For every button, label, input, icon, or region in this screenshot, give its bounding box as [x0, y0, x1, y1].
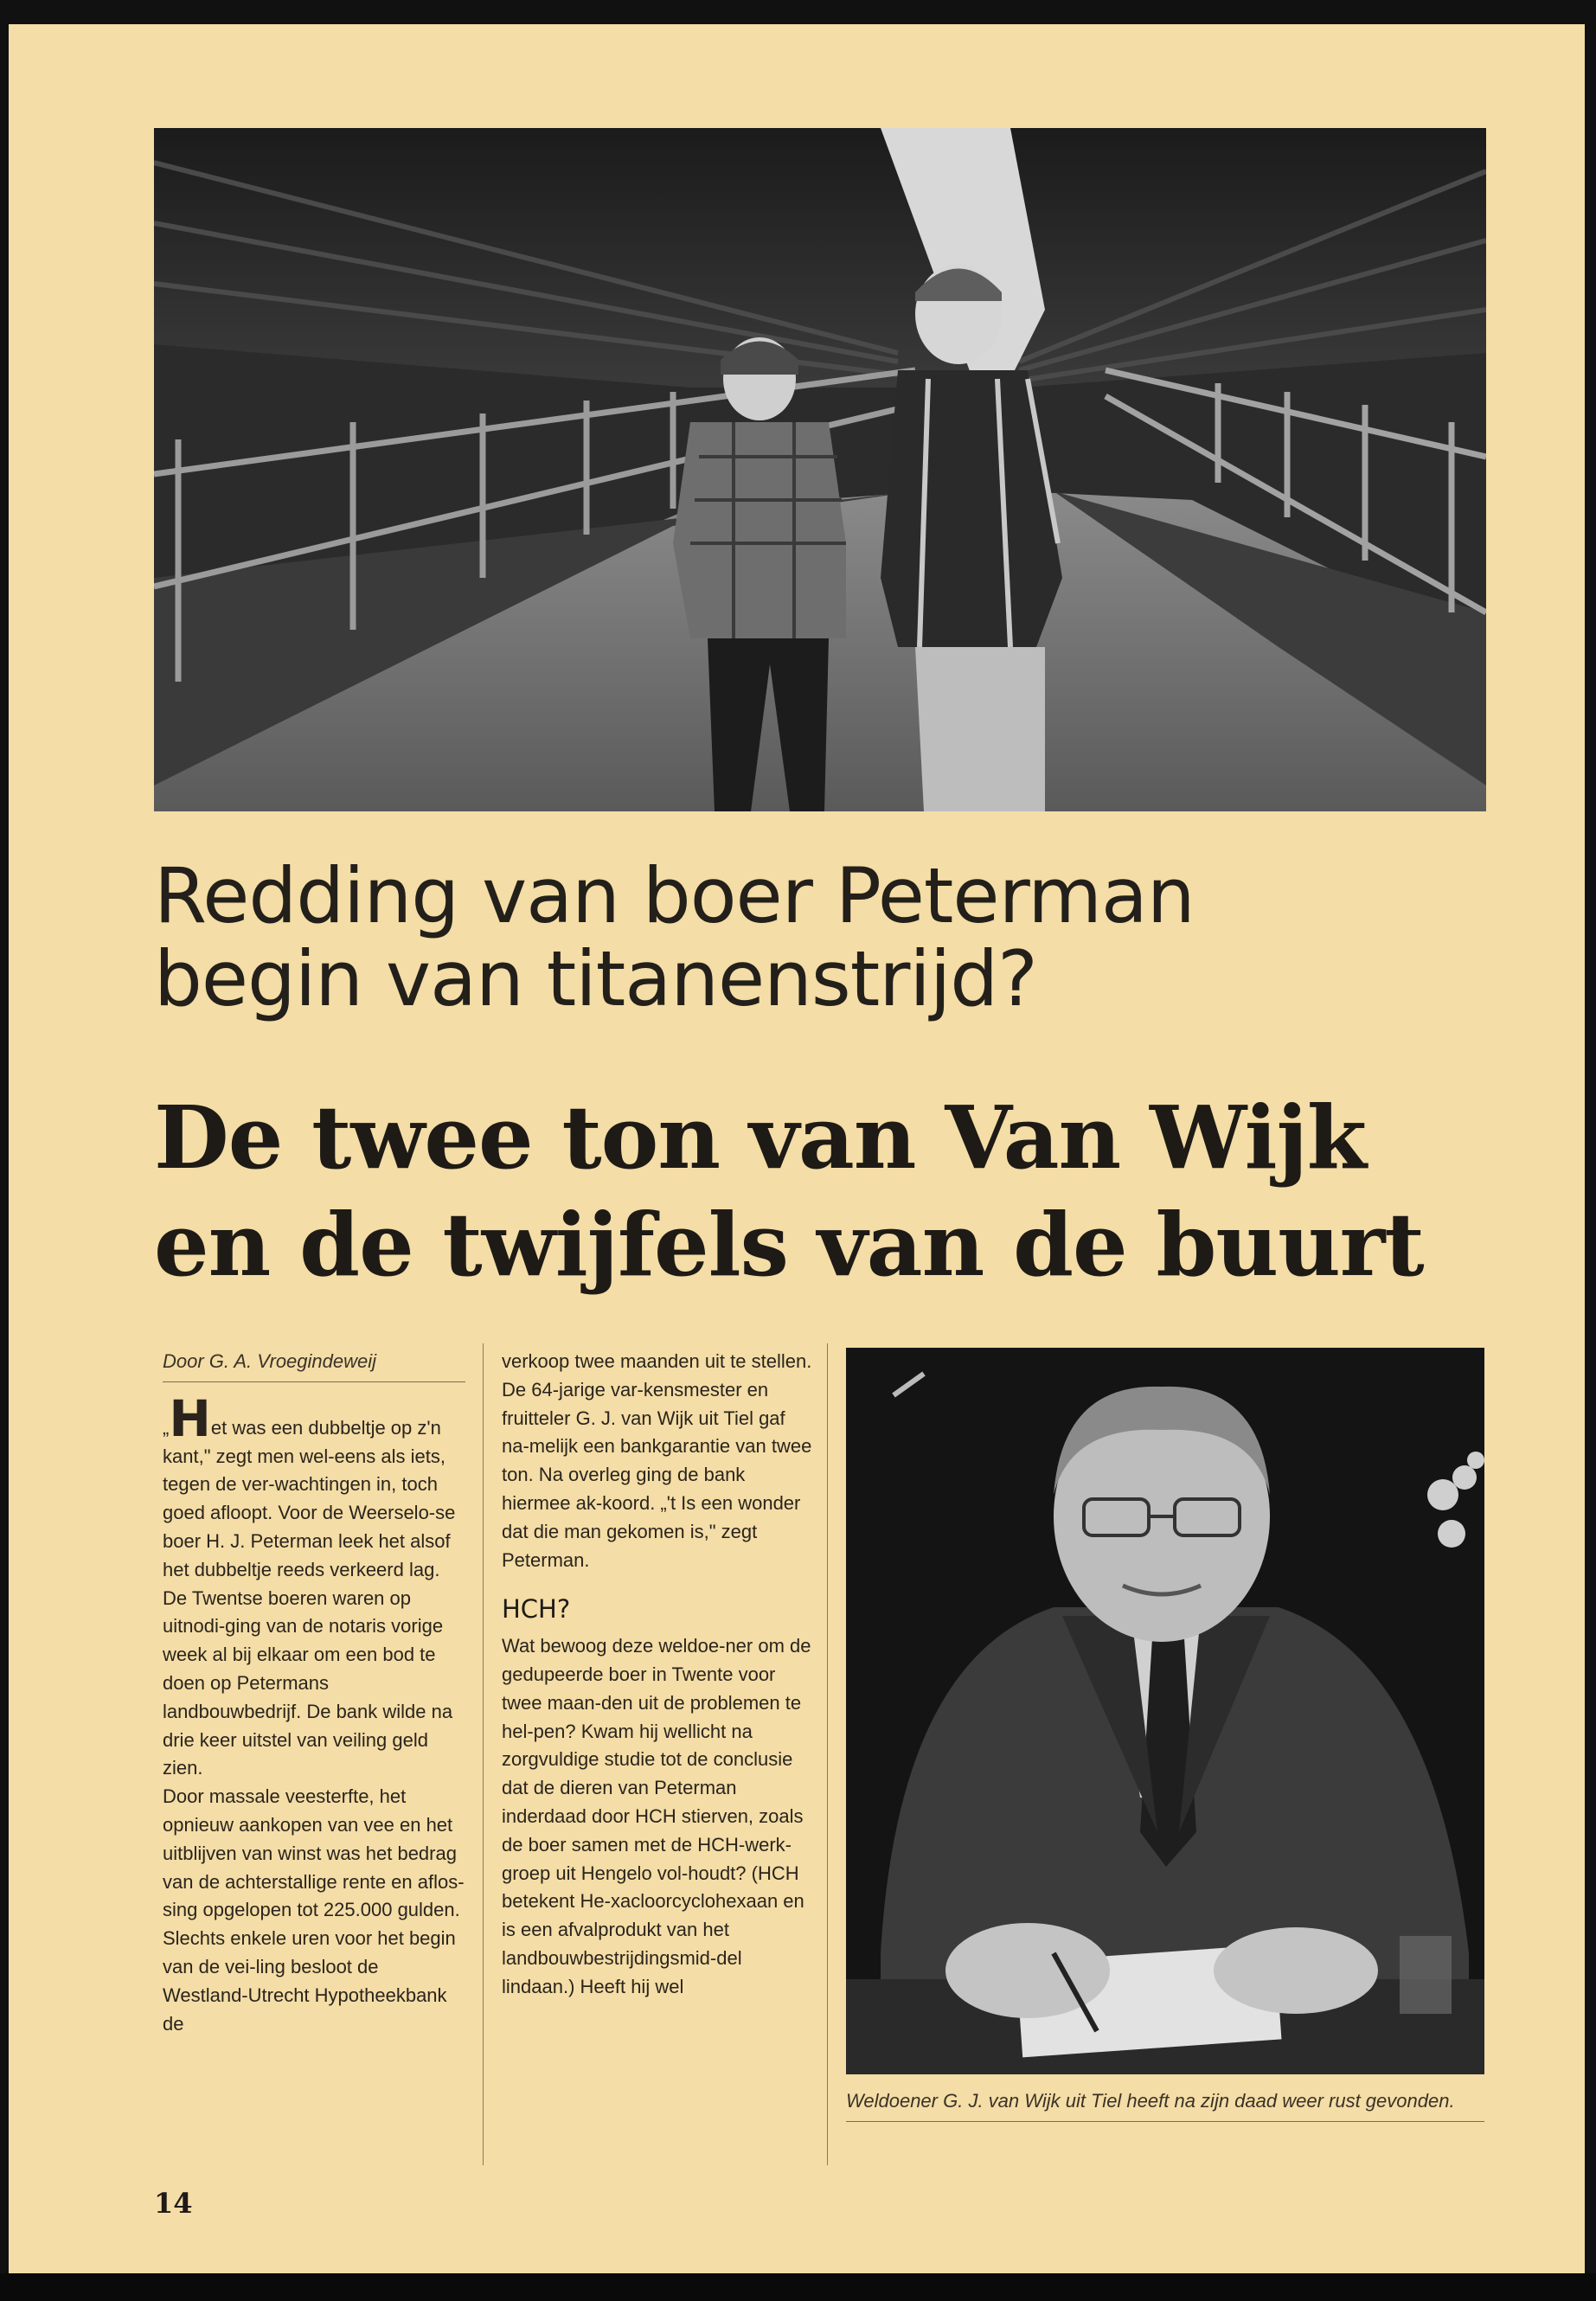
column-divider-2: [827, 1343, 828, 2165]
portrait-photo: [846, 1348, 1484, 2074]
kicker-line-2: begin van titanenstrijd?: [154, 934, 1037, 1023]
article-paragraph-4: Wat bewoog deze weldoe-ner om de gedupeerde boer in Twente voor twee maan-den uit de problemen te hel-pen? Kwam hij wellicht na zorgvuldige studie tot de conclusie dat de dieren van Peterman inderdaad door HCH stierven, zoals de boer samen met de HCH-werk-groep uit Hengelo vol-houdt? (HCH betekent He-xacloorcyclohexaan en is een afvalprodukt van het landbouwbestrijdingsmid-del lindaan.) Heeft hij wel: [502, 1635, 811, 1997]
article-paragraph-2: Door massale veesterfte, het opnieuw aankopen van vee en het uitblijven van winst was het bedrag van de achterstallige rente en aflos-sing opgelopen tot 225.000 gulden. Slechts enkele uren voor het begin van de vei-ling besloot de Westland-Utrecht Hypotheekbank de: [163, 1785, 465, 2035]
kicker-line-1: Redding van boer Peterman: [154, 851, 1195, 940]
article-column-1: [163, 1348, 465, 2038]
dropcap-quote: „: [163, 1416, 170, 1439]
kicker-headline: [154, 851, 1521, 1023]
byline: Door G. A. Vroegindeweij: [163, 1348, 465, 1382]
paragraph-1-text: et was een dubbeltje op z'n kant," zegt men wel-eens als iets, tegen de ver-wachtingen in, toch goed afloopt. Voor de Weerselo-se boer H. J. Peterman leek het alsof het dubbeltje reeds verkeerd lag. De Twentse boeren waren op uitnodi-ging van de notaris vorige week al bij elkaar om een bod te doen op Petermans landbouwbedrijf. De bank wilde na drie keer uitstel van veiling geld zien.: [163, 1416, 456, 1779]
article-paragraph-3: verkoop twee maanden uit te stellen. De 64-jarige var-kensmester en fruitteler G. J. van Wijk uit Tiel gaf na-melijk een bankgarantie van twee ton. Na overleg ging de bank hiermee ak-koord. „'t Is een wonder dat die man gekomen is," zegt Peterman.: [502, 1350, 812, 1571]
section-subhead: HCH?: [502, 1594, 571, 1625]
main-headline-line-1: De twee ton van Van Wijk: [154, 1086, 1367, 1189]
barn-photo: [154, 128, 1486, 811]
column-divider: [483, 1343, 484, 2165]
main-headline: [154, 1084, 1538, 1298]
magazine-page: [9, 24, 1585, 2273]
dropcap-letter: H: [169, 1388, 211, 1448]
photo-caption: Weldoener G. J. van Wijk uit Tiel heeft na zijn daad weer rust gevonden.: [846, 2087, 1484, 2122]
scan-edge: [0, 2273, 1596, 2301]
page-number: 14: [154, 2187, 193, 2220]
main-headline-line-2: en de twijfels van de buurt: [154, 1194, 1424, 1296]
article-paragraph-1: [163, 1388, 465, 1783]
article-column-2: [502, 1348, 813, 2002]
